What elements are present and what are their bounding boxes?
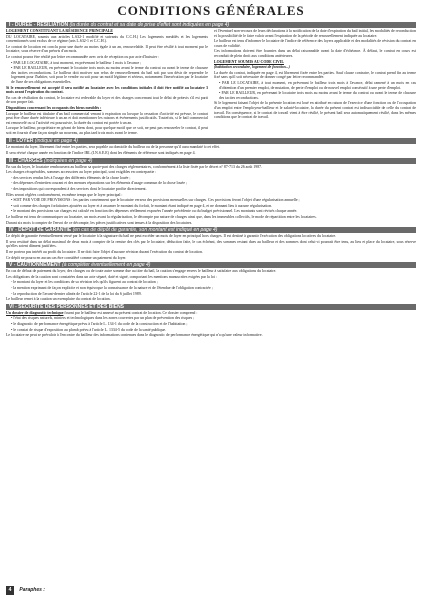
paragraph: Le locataire ne peut se prévaloir à l'encontre du bailleur des informations contenues dans le diagnostic de performance énergétique qui n'a qu'une valeur informative.: [6, 333, 263, 338]
bullet-item: - des impositions qui correspondent à des services dont le locataire profite directement.: [11, 187, 147, 192]
bullet-item: • PAR LE LOCATAIRE, à tout moment, en prévenant le bailleur trois mois à l'avance, délai ramené à un mois en cas d'obtention d'un premier emploi, de mutation, de perte d'emploi ou de nouvel emploi consécutif à une perte d'emploi.: [219, 80, 416, 90]
paragraph: Le montant du loyer, librement fixé entre les parties, sera payable au domicile du bailleur ou de la personne qu'il aura mandaté à cet effet.: [6, 145, 221, 150]
paragraph-heading: Un dossier de diagnostic technique: [6, 310, 64, 315]
paragraph: Ce dépôt ne pourra en aucun cas être considéré comme un paiement du loyer.: [6, 255, 127, 260]
paragraph: Si le logement faisant l'objet de la présente location est loué en attribué en raison de l'exercice d'une fonction ou de l'occupation d'un emploi entre l'employeur-bailleur et le salarié-locataire, la durée du présent contrat est indissociable de celle du contrat de travail. En conséquence, si le contrat de travail vient à être résilié, le présent bail sera automatiquement résilié, dans les mêmes conditions que le contrat de travail.: [214, 101, 416, 120]
section-sublabel: (en cas de dépôt de garantie, son montant est indiqué en page 4): [72, 227, 218, 234]
bullet-item: • le constat de risque d'exposition au plomb prévu à l'article L. 1334-5 du code de la santé publique.: [11, 327, 167, 332]
section-label: V - CAUTIONNEMENT: [9, 262, 61, 269]
depot-text: [6, 234, 416, 260]
paragraph: Il ne portera pas intérêt au profit du locataire. Il ne doit faire l'objet d'aucune révision durant l'exécution du contrat de location.: [6, 249, 203, 254]
paragraph: Les charges récupérables, sommes accessoires au loyer principal, sont exigibles en contrepartie :: [6, 170, 157, 175]
two-column-block: [6, 29, 416, 136]
paragraph: Lorsque le bailleur, propriétaire en gérant de biens dont, pour quelque motif que ce soit, ne peut pas renouveler le contrat, il peut soit en fournir d'une façon simple un nouveau, au plus tard trois mois avant le terme.: [6, 126, 208, 135]
bullet-item: • le montant des provisions sur charges est calculé en fonction des dépenses réellement exposées l'année précédente ou du budget prévisionnel. Les montants sont révisés chaque année.: [11, 209, 298, 214]
section-label: II - LOYER: [9, 138, 34, 145]
bullet-item: • PAR LE LOCATAIRE, à tout moment, en prévenant le bailleur 1 mois à l'avance ;: [11, 60, 142, 65]
paragraph: DU LOCATAIRE, soumis aux articles L.632-1 modifié et suivants du C.C.H.) Les logements meublés et les logements conventionnés sont exclus de ce régime (arts L.632-1 et C.C.H.).: [6, 34, 208, 44]
paragraph: Lorsque le bailleur est titulaire d'un bail commercial venant à expiration ou lorsque la cessation d'activité est prévue, le contrat peut être d'une durée inférieure à un an et doit mentionner les raisons et événements justificatifs. Toutefois, si le bail commercial est renouvelé ou si l'activité est poursuivie, la durée du contrat est portée à un an.: [6, 111, 208, 125]
section-label: I - DURÉE - RÉSILIATION: [9, 22, 69, 28]
paragraph: Si le renouvellement est accepté il sera notifié au locataire avec les conditions initiales il doit être notifié au locataire 3 mois avant l'expiration du contrat.: [6, 85, 208, 95]
section-header-loyer: [6, 138, 416, 144]
left-column: [6, 29, 208, 136]
paragraph: fourni par le bailleur est annexé au présent contrat de location. Ce dossier comprend :: [64, 310, 198, 315]
bullet-item: - le montant du loyer et les conditions de sa révision tels qu'ils figurent au contrat de location ;: [11, 280, 158, 285]
section-label: IV - DÉPÔT DE GARANTIE: [9, 227, 72, 234]
section-sublabel: (la durée du contrat et sa date de prise d'effet sont indiquées en page 4): [69, 22, 230, 28]
paragraph: Le bailleur est tenu d'informer le locataire de l'indice de référence des loyers applicable et des modalités de révision du contrat en cours de validité.: [214, 39, 416, 48]
paragraph: En sus du loyer, le locataire remboursera au bailleur sa quote-part des charges réglementaires, conformément à la liste fixée par le décret n° 87-713 du 26 août 1987.: [6, 164, 263, 169]
bullet-item: - la reproduction de l'avant-dernier alinéa de l'article 22-1 de la loi du 6 juillet 1989.: [11, 291, 142, 296]
page-footer: [6, 586, 416, 596]
section-sublabel: (indiquées en page 4): [44, 157, 93, 164]
section-sublabel: (à compléter éventuellement en page 4): [62, 262, 151, 269]
paragraph: La durée du contrat, indiquée en page 4, est librement fixée entre les parties. Sauf clause contraire, le contrat prend fin au terme fixé sans qu'il soit nécessaire de donner congé par lettre recommandée.: [214, 70, 416, 80]
section-header-securite: [6, 304, 416, 310]
paragraph-heading: LOGEMENT CONSTITUANT LA RÉSIDENCE PRINCIPALE: [6, 29, 114, 33]
paragraph: Le contrat pourra être résilié par lettre recommandée avec avis de réception ou par acte d'huissier :: [6, 54, 160, 59]
paragraph: Le contrat de location est conclu pour une durée au moins égale à un an, renouvelable. Il peut être résilié à tout moment par le locataire, sous réserve d'un préavis d'un mois.: [6, 44, 208, 54]
bullet-item: • PAR LE BAILLEUR, en prévenant le locataire trois mois au moins avant le terme du contrat ou avant le terme de chacune des tacites reconductions.: [219, 91, 416, 100]
charges-text: [6, 165, 416, 226]
paragraph: Le bailleur remet à la caution un exemplaire du contrat de location.: [6, 297, 111, 302]
paragraph: et l'éventuel non-recours de leurs déclarations à la notification de la date d'expiration du bail initial, les modalités de reconduction et la possibilité de le faire valoir avant l'expiration de la période de renouvellement indiquée au locataire.: [214, 29, 416, 38]
page-title: CONDITIONS GÉNÉRALES: [117, 3, 305, 18]
bullet-item: - des dépenses d'entretien courant et des menues réparations sur les éléments d'usage commun de la chose louée ;: [11, 181, 187, 186]
right-column: [214, 29, 416, 136]
bullet-item: • l'état des risques naturels, miniers et technologiques dans les zones couvertes par un plan de prévention des risques ;: [11, 316, 195, 321]
paragraph: Il sera restitué dans un délai maximal de deux mois à compter de la remise des clés par le locataire, déduction faite, le cas échéant, des sommes restant dues au bailleur et des sommes dont celui-ci pourrait être tenu, au lieu et place du locataire, sous réserve qu'elles soient dûment justifiées.: [6, 239, 416, 249]
paragraph: Le bailleur est tenu de communiquer au locataire, un mois avant la régularisation, le décompte par nature de charges ainsi que, dans les immeubles collectifs, le mode de répartition entre les locataires.: [6, 215, 317, 219]
paragraph-heading: LOGEMENT SOUMIS AU CODE CIVIL: [214, 59, 284, 64]
loyer-text: [6, 145, 416, 155]
bullet-item: • le diagnostic de performance énergétique prévu à l'article L. 134-1 du code de la construction et de l'habitation ;: [11, 321, 188, 326]
section-header-depot: [6, 227, 416, 233]
paragraph: En cas de résiliation du contrat, le locataire est redevable du loyer et des charges concernant tout le délai de préavis s'il est parti de son propre fait.: [6, 95, 208, 105]
bullet-item: - la mention exprimant de façon explicite et non équivoque la connaissance de la nature et de l'étendue de l'obligation contractée ;: [11, 285, 213, 290]
cautionnement-text: [6, 269, 416, 302]
paragraph: En cas de défaut de paiement du loyer, des charges ou de toute autre somme due au titre du bail, la caution s'engage envers le bailleur à satisfaire aux obligations du locataire.: [6, 269, 277, 274]
paragraph: Les obligations de la caution sont constatées dans un acte séparé, daté et signé, comportant les mentions manuscrites exigées par la loi :: [6, 274, 217, 279]
paraphes-label: Paraphes :: [19, 587, 45, 593]
paragraph: Le dépôt de garantie éventuellement versé par le locataire à la signature du bail ne peut excéder un mois de loyer en principal hors charges. Il est destiné à garantir l'exécution des obligations locatives du locataire.: [6, 234, 337, 239]
page-number: 4: [6, 586, 14, 595]
section-label: III - CHARGES: [9, 157, 43, 164]
paragraph-heading: Dispositions concernant les occupants des biens meublés :: [6, 105, 102, 110]
paragraph: Elles seront réglées conformément, en même temps que le loyer principal :: [6, 192, 123, 197]
section-label: VI - SÉCURITÉ DES PERSONNES ET DES BIENS: [9, 303, 125, 310]
section-header-duree: [6, 22, 416, 28]
document-page: [6, 2, 416, 594]
bullet-item: • PAR LE BAILLEUR, en prévenant le locataire trois mois au moins avant le terme du contrat ou avant le terme de chacune des tacites reconductions. Le bailleur doit motiver son refus de renouvellement du bail soit par son désir de reprendre le logement pour l'habiter, soit pour le vendre ou soit pour un motif légitime et sérieux, notamment l'inexécution par le locataire de l'une de ses obligations essentielles.: [11, 66, 208, 84]
paragraph-subheading: (habitation secondaire, logement de fonction...): [214, 65, 290, 70]
section-header-cautionnement: [6, 262, 416, 268]
bullet-item: • SOIT PAR VOIE DE PROVISIONS : les parties conviennent que le locataire versera des provisions mensuelles sur charges. Ces provisions feront l'objet d'une régularisation annuelle ;: [11, 198, 300, 203]
paragraph: Durant six mois à compter de l'envoi de ce décompte, les pièces justificatives sont tenues à la disposition des locataires.: [6, 220, 193, 225]
paragraph: Ces informations doivent être fournies dans un délai raisonnable avant la date d'échéance. À défaut, le contrat en cours est reconduit de plein droit aux conditions antérieures.: [214, 49, 416, 58]
bullet-item: - des services rendus liés à l'usage des différents éléments de la chose louée ;: [11, 175, 131, 180]
securite-text: [6, 311, 416, 338]
bullet-item: • soit comme des charges forfaitaires ajoutées au loyer et à assumer le montant du forfait, le montant étant indiqué en page 4, et ne donnant lieu à aucune régularisation.: [11, 203, 273, 208]
section-header-charges: [6, 158, 416, 164]
paragraph: Il sera révisé chaque année en fonction de l'indice IRL (I.N.S.E.E) dont les éléments de référence sont indiqués en page 4.: [6, 151, 196, 156]
section-sublabel: (indiqué en page 4): [34, 138, 78, 145]
